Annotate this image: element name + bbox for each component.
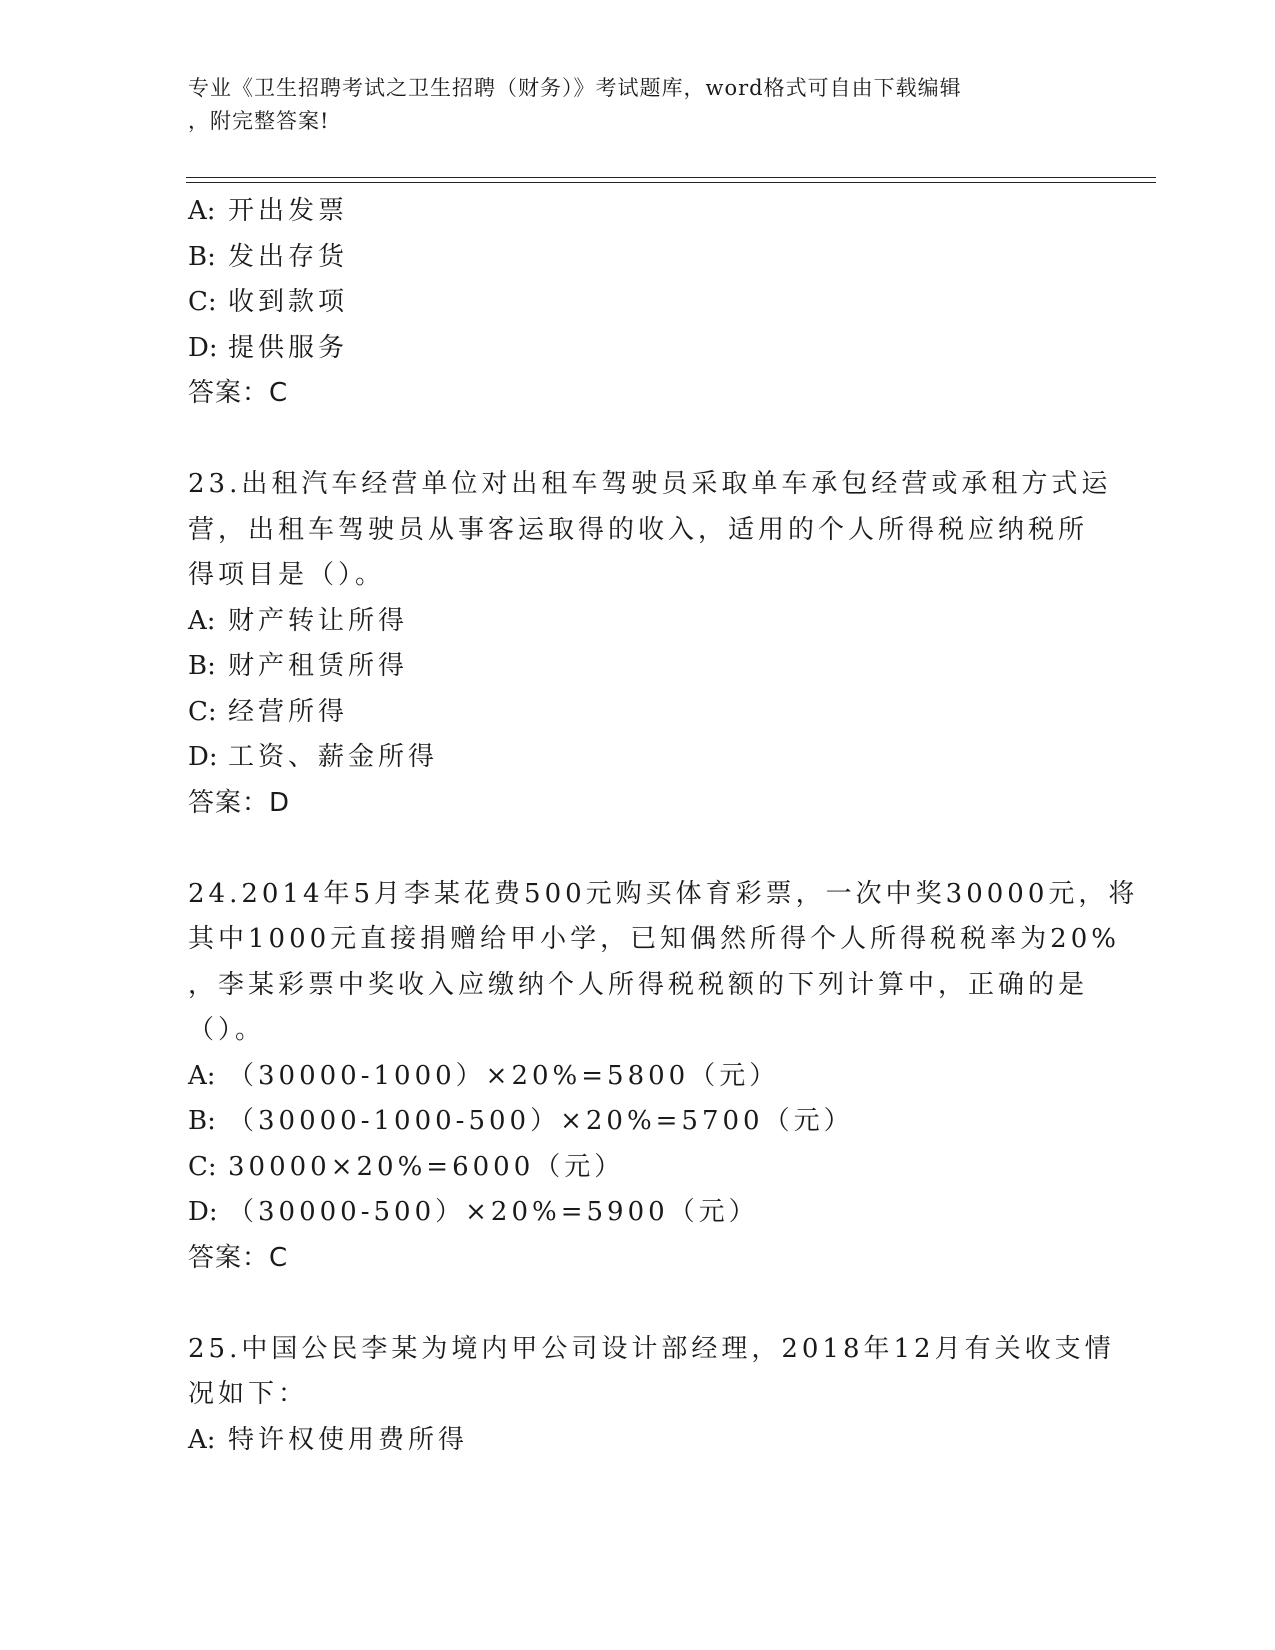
question-text-line: 得项目是（）。	[188, 560, 386, 590]
option-letter: B:	[188, 651, 216, 681]
answer-label: 答案：C	[188, 1242, 289, 1273]
option-text: 开出发票	[228, 196, 349, 226]
option-letter: B:	[188, 1106, 216, 1136]
option-letter: C:	[188, 696, 217, 727]
option-text: 经营所得	[228, 696, 349, 727]
option-b	[188, 1099, 1088, 1145]
option-text: （30000-1000）×20%=5800（元）	[228, 1060, 780, 1091]
option-text: 提供服务	[228, 332, 349, 363]
option-letter: A:	[188, 605, 216, 636]
option-c	[188, 690, 1088, 736]
option-d	[188, 735, 1088, 781]
option-b	[188, 644, 1088, 690]
option-d	[188, 1190, 1088, 1236]
option-d	[188, 326, 1088, 372]
option-b	[188, 235, 1088, 281]
option-letter: C:	[188, 1151, 217, 1182]
question-24	[188, 872, 1139, 1282]
answer-label: 答案：D	[188, 787, 291, 818]
header-line-2: ，附完整答案!	[188, 109, 330, 133]
question-text-line: 25.中国公民李某为境内甲公司设计部经理，2018年12月有关收支情	[188, 1333, 1115, 1364]
option-letter: C:	[188, 287, 217, 317]
question-23	[188, 462, 1112, 826]
question-text-line: （）。	[188, 1015, 266, 1045]
option-text: 发出存货	[228, 241, 349, 272]
option-text: 特许权使用费所得	[228, 1424, 469, 1455]
question-22	[188, 189, 1088, 417]
document-header	[188, 72, 1068, 138]
question-list	[188, 189, 1139, 1463]
question-25	[188, 1327, 1115, 1464]
option-letter: D:	[188, 332, 218, 363]
question-text-line: 24.2014年5月李某花费500元购买体育彩票，一次中奖30000元，将	[188, 878, 1139, 909]
option-c	[188, 1145, 1088, 1191]
option-text: 财产转让所得	[228, 605, 409, 636]
header-divider-bottom	[186, 182, 1156, 183]
answer-label: 答案：C	[188, 378, 289, 408]
question-text-line: 23.出租汽车经营单位对出租车驾驶员采取单车承包经营或承租方式运	[188, 469, 1112, 499]
option-letter: D:	[188, 1197, 218, 1227]
option-a	[188, 599, 1088, 645]
option-c	[188, 280, 1088, 326]
option-letter: A:	[188, 1060, 216, 1091]
option-a	[188, 189, 1088, 235]
option-text: 收到款项	[228, 287, 349, 317]
option-text: （30000-500）×20%=5900（元）	[228, 1197, 759, 1227]
option-a	[188, 1418, 1088, 1464]
spacer	[188, 826, 1088, 872]
header-divider-top	[186, 177, 1156, 178]
question-text-line: ，李某彩票中奖收入应缴纳个人所得税税额的下列计算中，正确的是	[188, 969, 1089, 1000]
header-line-1: 专业《卫生招聘考试之卫生招聘（财务）》考试题库，word格式可自由下载编辑	[188, 76, 962, 100]
option-text: 财产租赁所得	[228, 651, 409, 681]
option-text: 30000×20%=6000（元）	[228, 1151, 625, 1182]
option-text: 工资、薪金所得	[228, 742, 439, 772]
option-a	[188, 1054, 1088, 1100]
option-letter: B:	[188, 241, 216, 272]
spacer	[188, 417, 1088, 463]
question-text-line: 况如下：	[188, 1379, 309, 1409]
option-letter: A:	[188, 1424, 216, 1455]
option-letter: A:	[188, 196, 216, 226]
option-letter: D:	[188, 742, 218, 772]
question-text-line: 营，出租车驾驶员从事客运取得的收入，适用的个人所得税应纳税所	[188, 514, 1089, 545]
question-text-line: 其中1000元直接捐赠给甲小学，已知偶然所得个人所得税税率为20%	[188, 924, 1120, 954]
spacer	[188, 1281, 1088, 1327]
option-text: （30000-1000-500）×20%=5700（元）	[228, 1106, 854, 1136]
